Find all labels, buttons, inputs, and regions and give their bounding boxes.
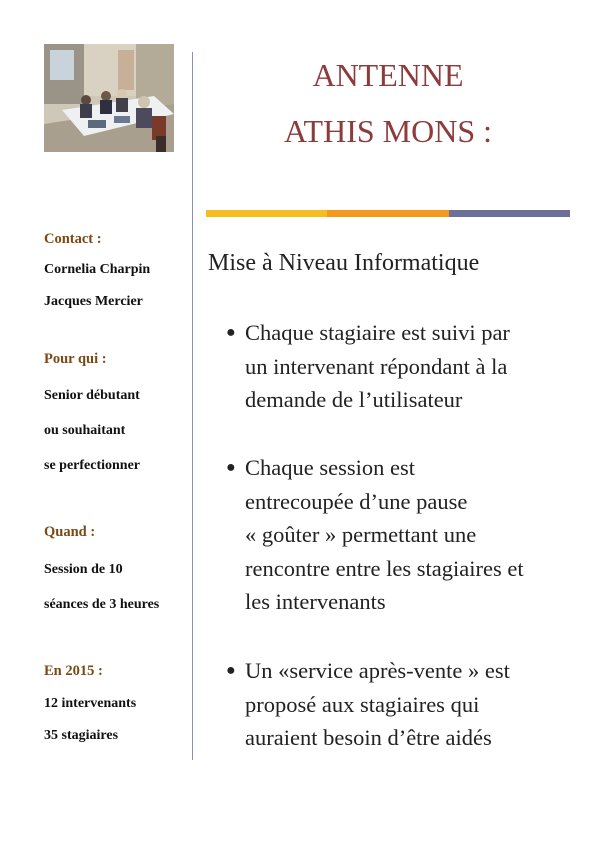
bullet-dot-icon: ●: [226, 459, 236, 476]
bullet-1-line-1: Chaque stagiaire est suivi par: [245, 320, 510, 345]
quand-line-2: séances de 3 heures: [44, 597, 160, 612]
bullet-2-line-5: les intervenants: [245, 589, 386, 614]
color-divider-bar: [206, 210, 570, 217]
pour-qui-line-2: ou souhaitant: [44, 423, 126, 438]
bullet-2-line-4: rencontre entre les stagiaires et: [245, 555, 524, 581]
pour-qui-line-1: Senior débutant: [44, 388, 140, 403]
divider-segment-orange: [327, 210, 448, 217]
title-line-1: ANTENNE: [312, 57, 464, 93]
bullet-1-line-3: demande de l’utilisateur: [245, 387, 463, 412]
divider-segment-yellow: [206, 210, 327, 217]
bullet-3-line-2: proposé aux stagiaires qui: [245, 691, 480, 717]
contact-name-1: Cornelia Charpin: [44, 262, 151, 277]
vertical-divider: [192, 52, 193, 760]
quand-heading: Quand :: [44, 524, 96, 540]
en-2015-line-2: 35 stagiaires: [44, 728, 119, 743]
bullet-dot-icon: ●: [226, 324, 236, 341]
pour-qui-line-3: se perfectionner: [44, 458, 141, 473]
bullet-2-line-1: Chaque session est: [245, 455, 415, 480]
bullet-3-line-3: auraient besoin d’être aidés: [245, 725, 492, 750]
bullet-3-line-1: Un «service après-vente » est: [245, 658, 510, 683]
contact-heading: Contact :: [44, 231, 102, 247]
en-2015-line-1: 12 intervenants: [44, 696, 137, 711]
classroom-photo: [44, 44, 174, 152]
quand-line-1: Session de 10: [44, 562, 123, 577]
contact-name-2: Jacques Mercier: [44, 294, 143, 309]
title-line-2: ATHIS MONS :: [283, 113, 493, 149]
bullet-2-line-2: entrecoupée d’une pause: [245, 488, 468, 514]
bullet-2-line-3: « goûter » permettant une: [245, 522, 477, 547]
bullet-dot-icon: ●: [226, 662, 236, 679]
bullet-1-line-2: un intervenant répondant à la: [245, 353, 508, 379]
divider-segment-slate: [449, 210, 570, 217]
en-2015-heading: En 2015 :: [44, 663, 103, 679]
pour-qui-heading: Pour qui :: [44, 351, 107, 367]
section-subtitle: Mise à Niveau Informatique: [208, 250, 480, 276]
